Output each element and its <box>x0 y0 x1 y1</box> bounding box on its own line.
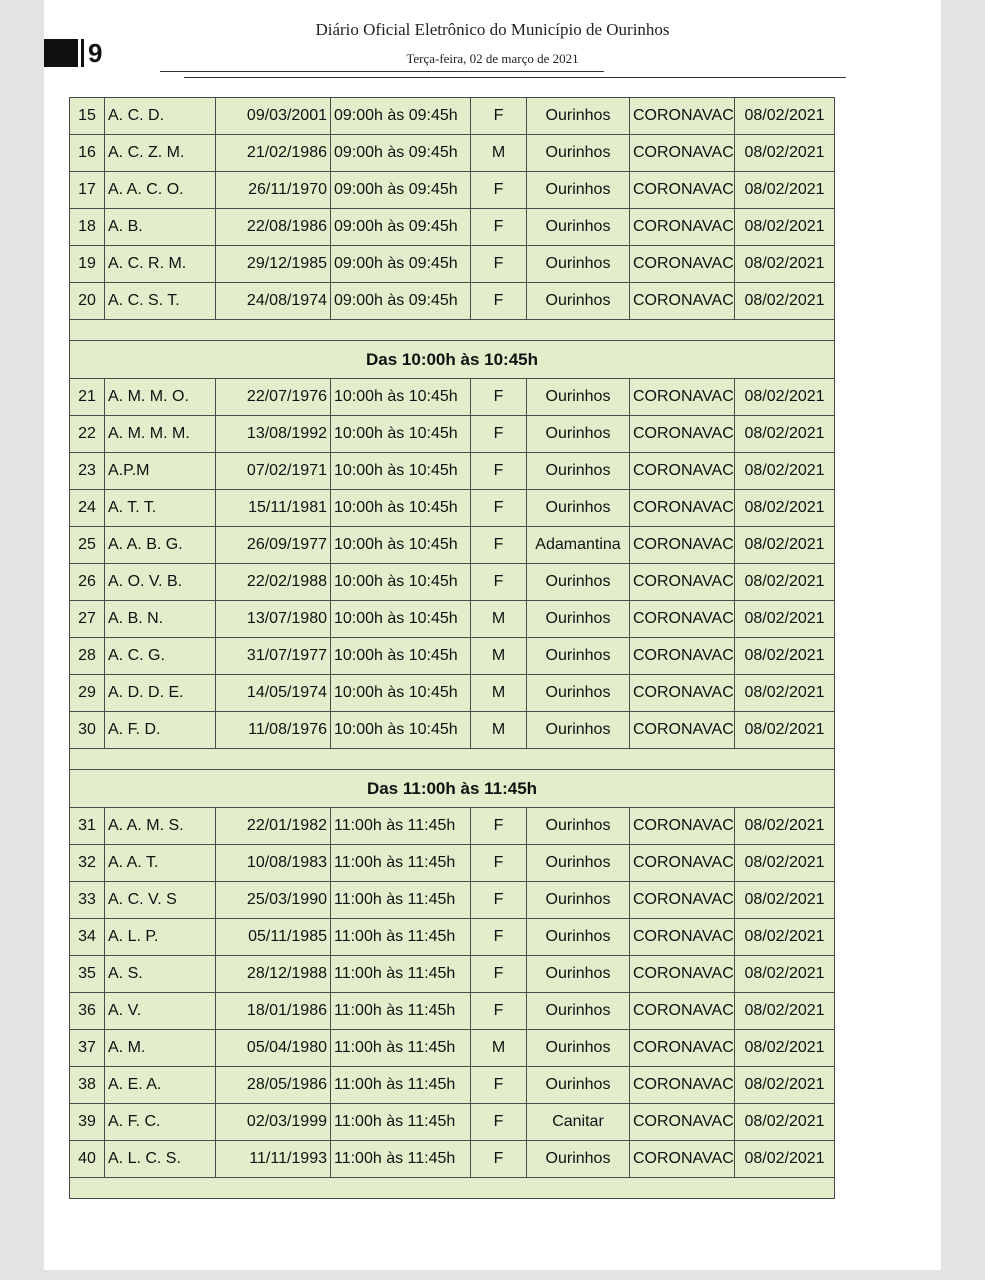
birth-date-cell: 10/08/1983 <box>216 845 331 882</box>
dose-date-cell: 08/02/2021 <box>735 98 835 135</box>
table-row <box>70 283 835 320</box>
sex-cell: F <box>471 882 527 919</box>
patient-initials-cell: A. C. R. M. <box>105 246 216 283</box>
table-row <box>70 1104 835 1141</box>
row-number-cell: 29 <box>70 675 105 712</box>
city-cell: Ourinhos <box>527 283 630 320</box>
sex-cell: F <box>471 527 527 564</box>
table-row <box>70 416 835 453</box>
row-number-cell: 16 <box>70 135 105 172</box>
row-number-cell: 24 <box>70 490 105 527</box>
vaccine-name-cell: CORONAVAC <box>630 956 735 993</box>
time-slot-cell: 10:00h às 10:45h <box>331 638 471 675</box>
time-slot-cell: 09:00h às 09:45h <box>331 209 471 246</box>
dose-date-cell: 08/02/2021 <box>735 601 835 638</box>
table-row <box>70 564 835 601</box>
city-cell: Ourinhos <box>527 675 630 712</box>
city-cell: Ourinhos <box>527 1030 630 1067</box>
vaccine-name-cell: CORONAVAC <box>630 808 735 845</box>
city-cell: Ourinhos <box>527 638 630 675</box>
patient-initials-cell: A. C. V. S <box>105 882 216 919</box>
city-cell: Ourinhos <box>527 808 630 845</box>
birth-date-cell: 09/03/2001 <box>216 98 331 135</box>
sex-cell: M <box>471 712 527 749</box>
city-cell: Ourinhos <box>527 919 630 956</box>
time-slot-cell: 10:00h às 10:45h <box>331 564 471 601</box>
row-number-cell: 32 <box>70 845 105 882</box>
patient-initials-cell: A. L. C. S. <box>105 1141 216 1178</box>
row-number-cell: 35 <box>70 956 105 993</box>
patient-initials-cell: A. O. V. B. <box>105 564 216 601</box>
table-row <box>70 209 835 246</box>
row-number-cell: 25 <box>70 527 105 564</box>
vaccine-name-cell: CORONAVAC <box>630 135 735 172</box>
time-slot-cell: 10:00h às 10:45h <box>331 527 471 564</box>
row-number-cell: 39 <box>70 1104 105 1141</box>
time-slot-cell: 09:00h às 09:45h <box>331 172 471 209</box>
page-marker-bar <box>44 39 78 67</box>
patient-initials-cell: A. M. <box>105 1030 216 1067</box>
row-number-cell: 15 <box>70 98 105 135</box>
sex-cell: F <box>471 490 527 527</box>
dose-date-cell: 08/02/2021 <box>735 1104 835 1141</box>
spacer-cell <box>70 749 835 770</box>
city-cell: Ourinhos <box>527 1067 630 1104</box>
vaccine-name-cell: CORONAVAC <box>630 1067 735 1104</box>
time-slot-cell: 09:00h às 09:45h <box>331 246 471 283</box>
dose-date-cell: 08/02/2021 <box>735 638 835 675</box>
patient-initials-cell: A. F. D. <box>105 712 216 749</box>
header-rule-long <box>184 77 846 78</box>
patient-initials-cell: A. D. D. E. <box>105 675 216 712</box>
time-slot-cell: 11:00h às 11:45h <box>331 956 471 993</box>
dose-date-cell: 08/02/2021 <box>735 172 835 209</box>
time-slot-cell: 11:00h às 11:45h <box>331 1141 471 1178</box>
spacer-row <box>70 749 835 770</box>
birth-date-cell: 21/02/1986 <box>216 135 331 172</box>
vaccine-name-cell: CORONAVAC <box>630 379 735 416</box>
vaccination-schedule-table <box>69 97 835 1199</box>
vaccine-name-cell: CORONAVAC <box>630 283 735 320</box>
birth-date-cell: 24/08/1974 <box>216 283 331 320</box>
spacer-cell <box>70 1178 835 1199</box>
row-number-cell: 34 <box>70 919 105 956</box>
birth-date-cell: 14/05/1974 <box>216 675 331 712</box>
time-slot-cell: 11:00h às 11:45h <box>331 1067 471 1104</box>
vaccine-name-cell: CORONAVAC <box>630 712 735 749</box>
city-cell: Ourinhos <box>527 172 630 209</box>
dose-date-cell: 08/02/2021 <box>735 283 835 320</box>
dose-date-cell: 08/02/2021 <box>735 527 835 564</box>
row-number-cell: 30 <box>70 712 105 749</box>
patient-initials-cell: A. F. C. <box>105 1104 216 1141</box>
birth-date-cell: 05/11/1985 <box>216 919 331 956</box>
dose-date-cell: 08/02/2021 <box>735 845 835 882</box>
sex-cell: F <box>471 1067 527 1104</box>
dose-date-cell: 08/02/2021 <box>735 993 835 1030</box>
time-slot-cell: 10:00h às 10:45h <box>331 453 471 490</box>
time-slot-cell: 10:00h às 10:45h <box>331 379 471 416</box>
city-cell: Ourinhos <box>527 564 630 601</box>
vaccine-name-cell: CORONAVAC <box>630 527 735 564</box>
vaccine-name-cell: CORONAVAC <box>630 601 735 638</box>
table-row <box>70 1141 835 1178</box>
dose-date-cell: 08/02/2021 <box>735 416 835 453</box>
time-slot-cell: 11:00h às 11:45h <box>331 845 471 882</box>
dose-date-cell: 08/02/2021 <box>735 453 835 490</box>
spacer-row <box>70 320 835 341</box>
city-cell: Ourinhos <box>527 246 630 283</box>
patient-initials-cell: A. A. C. O. <box>105 172 216 209</box>
table-row <box>70 1067 835 1104</box>
table-row <box>70 675 835 712</box>
sex-cell: F <box>471 845 527 882</box>
birth-date-cell: 07/02/1971 <box>216 453 331 490</box>
patient-initials-cell: A. T. T. <box>105 490 216 527</box>
city-cell: Adamantina <box>527 527 630 564</box>
sex-cell: F <box>471 808 527 845</box>
sex-cell: M <box>471 601 527 638</box>
sex-cell: F <box>471 416 527 453</box>
patient-initials-cell: A. E. A. <box>105 1067 216 1104</box>
table-row <box>70 808 835 845</box>
dose-date-cell: 08/02/2021 <box>735 564 835 601</box>
vaccine-name-cell: CORONAVAC <box>630 490 735 527</box>
header-rule <box>160 71 604 72</box>
vaccine-name-cell: CORONAVAC <box>630 675 735 712</box>
table-row <box>70 845 835 882</box>
city-cell: Ourinhos <box>527 416 630 453</box>
birth-date-cell: 02/03/1999 <box>216 1104 331 1141</box>
patient-initials-cell: A. C. Z. M. <box>105 135 216 172</box>
city-cell: Ourinhos <box>527 453 630 490</box>
row-number-cell: 26 <box>70 564 105 601</box>
vaccine-name-cell: CORONAVAC <box>630 638 735 675</box>
birth-date-cell: 25/03/1990 <box>216 882 331 919</box>
sex-cell: F <box>471 956 527 993</box>
dose-date-cell: 08/02/2021 <box>735 1067 835 1104</box>
sex-cell: F <box>471 453 527 490</box>
vaccine-name-cell: CORONAVAC <box>630 98 735 135</box>
sex-cell: F <box>471 564 527 601</box>
sex-cell: F <box>471 209 527 246</box>
patient-initials-cell: A. S. <box>105 956 216 993</box>
row-number-cell: 28 <box>70 638 105 675</box>
section-time-range: Das 10:00h às 10:45h <box>70 341 835 379</box>
dose-date-cell: 08/02/2021 <box>735 1141 835 1178</box>
sex-cell: F <box>471 246 527 283</box>
document-page <box>44 0 941 1270</box>
time-slot-cell: 09:00h às 09:45h <box>331 283 471 320</box>
time-slot-cell: 11:00h às 11:45h <box>331 919 471 956</box>
patient-initials-cell: A.P.M <box>105 453 216 490</box>
time-slot-cell: 11:00h às 11:45h <box>331 1030 471 1067</box>
table-row <box>70 246 835 283</box>
birth-date-cell: 13/07/1980 <box>216 601 331 638</box>
table-row <box>70 601 835 638</box>
city-cell: Ourinhos <box>527 98 630 135</box>
table-row <box>70 98 835 135</box>
time-slot-cell: 09:00h às 09:45h <box>331 98 471 135</box>
city-cell: Ourinhos <box>527 712 630 749</box>
birth-date-cell: 22/01/1982 <box>216 808 331 845</box>
vaccine-name-cell: CORONAVAC <box>630 1141 735 1178</box>
city-cell: Ourinhos <box>527 993 630 1030</box>
sex-cell: F <box>471 919 527 956</box>
city-cell: Ourinhos <box>527 379 630 416</box>
spacer-row <box>70 1178 835 1199</box>
city-cell: Ourinhos <box>527 845 630 882</box>
sex-cell: F <box>471 172 527 209</box>
birth-date-cell: 22/08/1986 <box>216 209 331 246</box>
patient-initials-cell: A. C. D. <box>105 98 216 135</box>
dose-date-cell: 08/02/2021 <box>735 1030 835 1067</box>
patient-initials-cell: A. A. T. <box>105 845 216 882</box>
city-cell: Ourinhos <box>527 601 630 638</box>
gazette-date: Terça-feira, 02 de março de 2021 <box>406 51 579 66</box>
section-header-row <box>70 770 835 808</box>
table-row <box>70 1030 835 1067</box>
sex-cell: F <box>471 993 527 1030</box>
patient-initials-cell: A. C. S. T. <box>105 283 216 320</box>
vaccine-name-cell: CORONAVAC <box>630 172 735 209</box>
section-header-row <box>70 341 835 379</box>
patient-initials-cell: A. B. N. <box>105 601 216 638</box>
gazette-title: Diário Oficial Eletrônico do Município de Ourinhos <box>315 20 670 39</box>
sex-cell: F <box>471 379 527 416</box>
row-number-cell: 33 <box>70 882 105 919</box>
time-slot-cell: 11:00h às 11:45h <box>331 808 471 845</box>
city-cell: Ourinhos <box>527 135 630 172</box>
birth-date-cell: 22/07/1976 <box>216 379 331 416</box>
city-cell: Ourinhos <box>527 882 630 919</box>
birth-date-cell: 29/12/1985 <box>216 246 331 283</box>
birth-date-cell: 28/12/1988 <box>216 956 331 993</box>
birth-date-cell: 28/05/1986 <box>216 1067 331 1104</box>
table-row <box>70 135 835 172</box>
row-number-cell: 20 <box>70 283 105 320</box>
sex-cell: F <box>471 98 527 135</box>
row-number-cell: 40 <box>70 1141 105 1178</box>
time-slot-cell: 10:00h às 10:45h <box>331 675 471 712</box>
sex-cell: F <box>471 283 527 320</box>
sex-cell: M <box>471 638 527 675</box>
vaccine-name-cell: CORONAVAC <box>630 845 735 882</box>
dose-date-cell: 08/02/2021 <box>735 882 835 919</box>
vaccine-name-cell: CORONAVAC <box>630 993 735 1030</box>
dose-date-cell: 08/02/2021 <box>735 246 835 283</box>
table-row <box>70 712 835 749</box>
spacer-cell <box>70 320 835 341</box>
vaccine-name-cell: CORONAVAC <box>630 246 735 283</box>
row-number-cell: 27 <box>70 601 105 638</box>
sex-cell: F <box>471 1141 527 1178</box>
time-slot-cell: 11:00h às 11:45h <box>331 993 471 1030</box>
vaccine-name-cell: CORONAVAC <box>630 453 735 490</box>
table-row <box>70 527 835 564</box>
table-row <box>70 172 835 209</box>
sex-cell: M <box>471 135 527 172</box>
row-number-cell: 22 <box>70 416 105 453</box>
table-row <box>70 379 835 416</box>
birth-date-cell: 22/02/1988 <box>216 564 331 601</box>
dose-date-cell: 08/02/2021 <box>735 919 835 956</box>
sex-cell: M <box>471 675 527 712</box>
table-row <box>70 956 835 993</box>
vaccine-name-cell: CORONAVAC <box>630 209 735 246</box>
patient-initials-cell: A. M. M. M. <box>105 416 216 453</box>
dose-date-cell: 08/02/2021 <box>735 712 835 749</box>
row-number-cell: 18 <box>70 209 105 246</box>
section-time-range: Das 11:00h às 11:45h <box>70 770 835 808</box>
time-slot-cell: 11:00h às 11:45h <box>331 882 471 919</box>
dose-date-cell: 08/02/2021 <box>735 379 835 416</box>
dose-date-cell: 08/02/2021 <box>735 490 835 527</box>
birth-date-cell: 18/01/1986 <box>216 993 331 1030</box>
table-row <box>70 919 835 956</box>
time-slot-cell: 09:00h às 09:45h <box>331 135 471 172</box>
time-slot-cell: 11:00h às 11:45h <box>331 1104 471 1141</box>
row-number-cell: 23 <box>70 453 105 490</box>
time-slot-cell: 10:00h às 10:45h <box>331 712 471 749</box>
birth-date-cell: 26/09/1977 <box>216 527 331 564</box>
time-slot-cell: 10:00h às 10:45h <box>331 416 471 453</box>
patient-initials-cell: A. A. M. S. <box>105 808 216 845</box>
dose-date-cell: 08/02/2021 <box>735 675 835 712</box>
city-cell: Canitar <box>527 1104 630 1141</box>
row-number-cell: 17 <box>70 172 105 209</box>
row-number-cell: 19 <box>70 246 105 283</box>
page-marker-line <box>81 39 84 67</box>
birth-date-cell: 11/11/1993 <box>216 1141 331 1178</box>
city-cell: Ourinhos <box>527 1141 630 1178</box>
table-row <box>70 638 835 675</box>
dose-date-cell: 08/02/2021 <box>735 956 835 993</box>
vaccine-name-cell: CORONAVAC <box>630 919 735 956</box>
row-number-cell: 37 <box>70 1030 105 1067</box>
patient-initials-cell: A. C. G. <box>105 638 216 675</box>
dose-date-cell: 08/02/2021 <box>735 135 835 172</box>
vaccine-name-cell: CORONAVAC <box>630 882 735 919</box>
vaccine-name-cell: CORONAVAC <box>630 564 735 601</box>
table-row <box>70 993 835 1030</box>
birth-date-cell: 31/07/1977 <box>216 638 331 675</box>
patient-initials-cell: A. L. P. <box>105 919 216 956</box>
row-number-cell: 21 <box>70 379 105 416</box>
sex-cell: M <box>471 1030 527 1067</box>
city-cell: Ourinhos <box>527 209 630 246</box>
sex-cell: F <box>471 1104 527 1141</box>
row-number-cell: 38 <box>70 1067 105 1104</box>
vaccine-name-cell: CORONAVAC <box>630 416 735 453</box>
city-cell: Ourinhos <box>527 956 630 993</box>
table-row <box>70 882 835 919</box>
time-slot-cell: 10:00h às 10:45h <box>331 601 471 638</box>
patient-initials-cell: A. V. <box>105 993 216 1030</box>
birth-date-cell: 05/04/1980 <box>216 1030 331 1067</box>
dose-date-cell: 08/02/2021 <box>735 808 835 845</box>
patient-initials-cell: A. A. B. G. <box>105 527 216 564</box>
birth-date-cell: 11/08/1976 <box>216 712 331 749</box>
page-number: 9 <box>88 38 103 68</box>
page-number-block <box>44 38 102 68</box>
patient-initials-cell: A. B. <box>105 209 216 246</box>
birth-date-cell: 13/08/1992 <box>216 416 331 453</box>
row-number-cell: 36 <box>70 993 105 1030</box>
row-number-cell: 31 <box>70 808 105 845</box>
patient-initials-cell: A. M. M. O. <box>105 379 216 416</box>
dose-date-cell: 08/02/2021 <box>735 209 835 246</box>
city-cell: Ourinhos <box>527 490 630 527</box>
birth-date-cell: 15/11/1981 <box>216 490 331 527</box>
time-slot-cell: 10:00h às 10:45h <box>331 490 471 527</box>
birth-date-cell: 26/11/1970 <box>216 172 331 209</box>
vaccine-name-cell: CORONAVAC <box>630 1030 735 1067</box>
table-row <box>70 453 835 490</box>
vaccine-name-cell: CORONAVAC <box>630 1104 735 1141</box>
table-row <box>70 490 835 527</box>
